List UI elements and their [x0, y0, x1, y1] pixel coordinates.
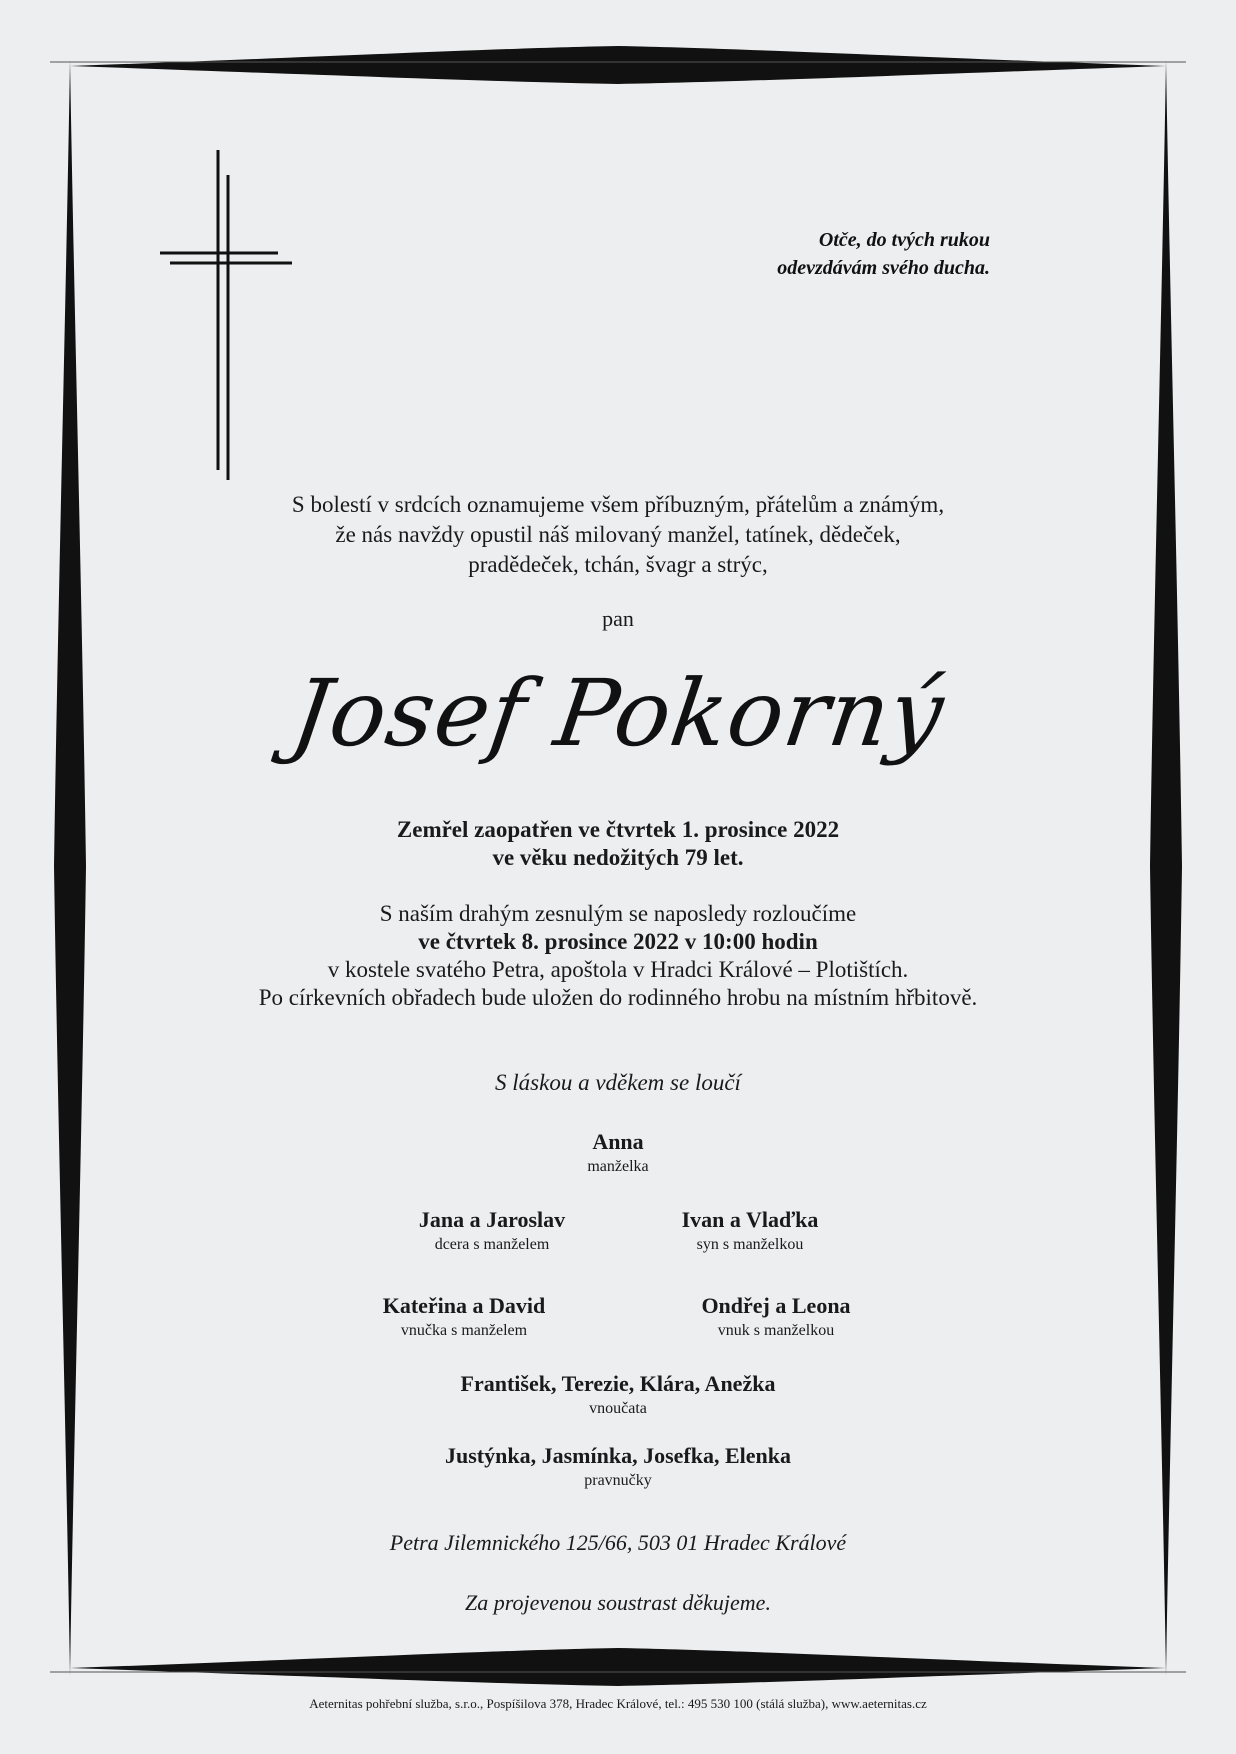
death-info — [0, 816, 1236, 872]
mourner-name: Kateřina a David — [382, 1293, 546, 1318]
motto-line: odevzdávám svého ducha. — [777, 257, 990, 279]
death-line: ve věku nedožitých 79 let. — [492, 845, 744, 870]
intro-line: pradědeček, tchán, švagr a strýc, — [468, 552, 768, 577]
mourner-name: Jana a Jaroslav — [418, 1207, 566, 1232]
thanks-line: Za projevenou soustrast děkujeme. — [465, 1590, 771, 1615]
ceremony-datetime: ve čtvrtek 8. prosince 2022 v 10:00 hodin — [418, 929, 818, 954]
family-address: Petra Jilemnického 125/66, 503 01 Hradec Králové — [389, 1530, 847, 1555]
mourner-grandson — [626, 1292, 926, 1342]
mourner-relation: syn s manželkou — [696, 1236, 804, 1253]
mourner-relation: pravnučky — [584, 1472, 652, 1489]
motto-quote — [660, 226, 990, 282]
cross-icon — [150, 145, 300, 485]
mourner-relation: manželka — [587, 1158, 649, 1175]
intro-line: S bolestí v srdcích oznamujeme všem příbuzným, přátelům a známým, — [291, 492, 945, 517]
mourner-name: Anna — [592, 1129, 644, 1154]
mourner-daughter — [342, 1206, 642, 1256]
mourner-name: František, Terezie, Klára, Anežka — [460, 1371, 776, 1396]
ceremony-line: Po církevních obřadech bude uložen do rodinného hrobu na místním hřbitově. — [258, 985, 978, 1010]
ceremony-info — [0, 900, 1236, 1012]
mourner-spouse — [468, 1128, 768, 1178]
mourner-relation: vnučka s manželem — [400, 1322, 528, 1339]
frame-top-bar — [70, 46, 1166, 84]
farewell-heading: S láskou a vděkem se loučí — [495, 1070, 741, 1095]
mourner-granddaughter — [314, 1292, 614, 1342]
ceremony-line: S naším drahým zesnulým se naposledy rozloučíme — [379, 901, 857, 926]
deceased-name: Josef Pokorný — [285, 660, 951, 767]
funeral-service-footer: Aeternitas pohřební služba, s.r.o., Pospíšilova 378, Hradec Králové, tel.: 495 530 100 (stálá služba), www.aeternitas.cz — [309, 1696, 927, 1711]
announcement-text — [0, 490, 1236, 580]
mourner-name: Ondřej a Leona — [701, 1293, 851, 1318]
mourner-grandchildren — [368, 1370, 868, 1420]
mourner-name: Justýnka, Jasmínka, Josefka, Elenka — [445, 1443, 791, 1468]
frame-bottom-bar — [70, 1648, 1166, 1686]
mourner-name: Ivan a Vlaďka — [681, 1207, 819, 1232]
mourner-relation: vnuk s manželkou — [717, 1322, 835, 1339]
intro-line: že nás navždy opustil náš milovaný manžel, tatínek, dědeček, — [335, 522, 901, 547]
mourner-relation: vnoučata — [589, 1400, 647, 1417]
mourner-great-grandchildren — [368, 1442, 868, 1492]
mourner-relation: dcera s manželem — [434, 1236, 550, 1253]
mourner-son — [600, 1206, 900, 1256]
ceremony-line: v kostele svatého Petra, apoštola v Hradci Králové – Plotištích. — [327, 957, 909, 982]
motto-line: Otče, do tvých rukou — [818, 229, 990, 251]
death-line: Zemřel zaopatřen ve čtvrtek 1. prosince 2022 — [396, 817, 840, 842]
honorific: pan — [602, 606, 634, 631]
